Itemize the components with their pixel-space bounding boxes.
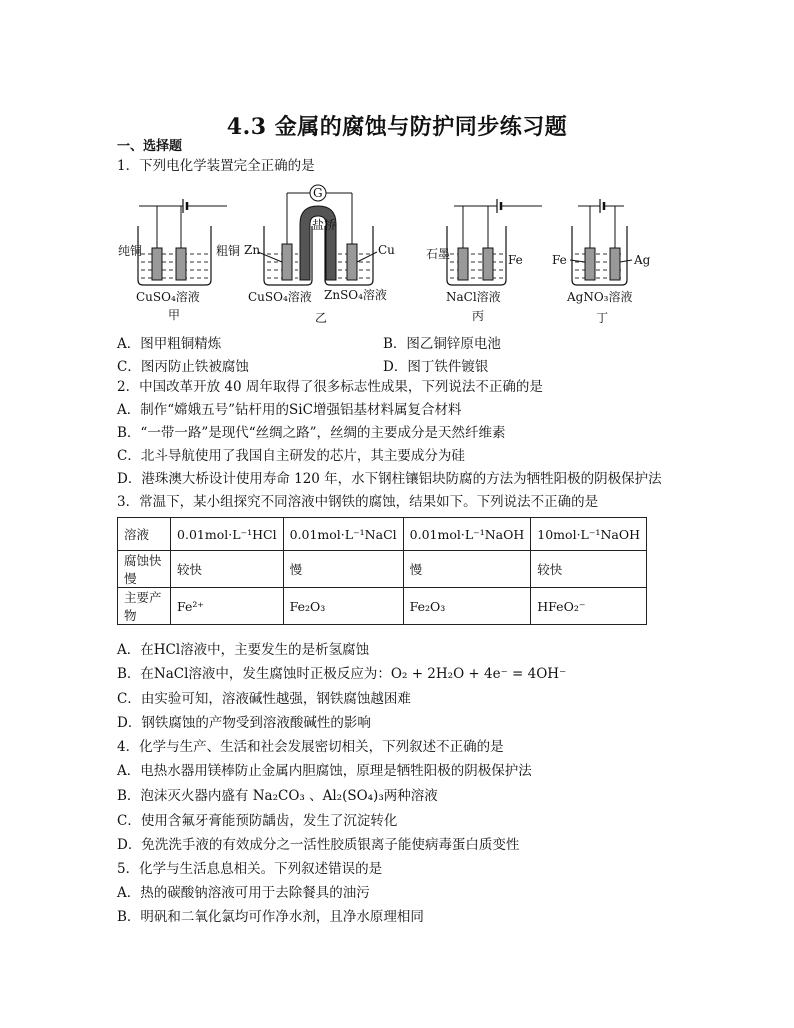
table-cell: 0.01mol·L⁻¹NaCl (283, 518, 403, 551)
jia-caption: 甲 (168, 308, 181, 322)
table-row (118, 588, 647, 625)
q2-option-d: D．港珠澳大桥设计使用寿命 120 年，水下钢柱镶铝块防腐的方法为牺牲阳极的阴极保护法 (117, 471, 662, 487)
table-cell: Fe₂O₃ (283, 588, 403, 625)
table-cell: 慢 (283, 551, 403, 588)
yi-caption: 乙 (315, 311, 328, 325)
corrosion-table (117, 517, 647, 625)
yi-solution-left: CuSO₄溶液 (248, 290, 312, 304)
table-cell: 溶液 (118, 518, 171, 551)
q3-option-d: D．钢铁腐蚀的产物受到溶液酸碱性的影响 (117, 715, 371, 731)
q2-option-a: A．制作“嫦娥五号”钻杆用的SiC增强铝基材料属复合材料 (117, 402, 462, 418)
salt-bridge-label: 盐桥 (312, 218, 337, 232)
page-title: 4.3 金属的腐蚀与防护同步练习题 (226, 114, 568, 140)
electrochemistry-figure (112, 182, 672, 328)
bing-caption: 丙 (472, 309, 485, 323)
yi-solution-right: ZnSO₄溶液 (324, 288, 387, 302)
jia-solution: CuSO₄溶液 (136, 290, 200, 304)
q1-stem: 1．下列电化学装置完全正确的是 (117, 158, 315, 174)
yi-left-label: Zn (244, 243, 261, 257)
galvanometer-label: G (313, 186, 323, 200)
ding-caption: 丁 (596, 311, 609, 325)
q3-option-b: B．在NaCl溶液中，发生腐蚀时正极反应为：O₂ + 2H₂O + 4e⁻ = 4OH⁻ (117, 666, 567, 682)
q5-option-a: A．热的碳酸钠溶液可用于去除餐具的油污 (117, 885, 370, 901)
q4-option-c: C．使用含氟牙膏能预防龋齿，发生了沉淀转化 (117, 813, 398, 829)
setup-bing (426, 199, 542, 323)
q1-option-d: D．图丁铁件镀银 (383, 359, 489, 375)
table-cell: HFeO₂⁻ (531, 588, 647, 625)
bing-left-label: 石墨 (426, 247, 451, 261)
q5-option-b: B．明矾和二氧化氯均可作净水剂，且净水原理相同 (117, 909, 424, 925)
q3-option-a: A．在HCl溶液中，主要发生的是析氢腐蚀 (117, 642, 370, 658)
ding-left-label: Fe (552, 253, 567, 267)
table-cell: 慢 (403, 551, 531, 588)
table-cell: Fe²⁺ (171, 588, 284, 625)
table-cell: 0.01mol·L⁻¹NaOH (403, 518, 531, 551)
jia-left-label: 纯铜 (118, 244, 143, 258)
ding-right-label: Ag (634, 253, 651, 267)
q1-option-a: A．图甲粗铜精炼 (117, 336, 222, 352)
setup-jia (118, 199, 240, 322)
q4-stem: 4．化学与生产、生活和社会发展密切相关，下列叙述不正确的是 (117, 739, 504, 755)
q2-stem: 2．中国改革开放 40 周年取得了很多标志性成果，下列说法不正确的是 (117, 379, 543, 395)
section-heading: 一、选择题 (117, 139, 183, 154)
q2-option-b: B．“一带一路”是现代“丝绸之路”，丝绸的主要成分是天然纤维素 (117, 425, 506, 441)
q1-option-c: C．图丙防止铁被腐蚀 (117, 359, 249, 375)
q4-option-b: B．泡沫灭火器内盛有 Na₂CO₃ 、Al₂(SO₄)₃两种溶液 (117, 788, 438, 804)
q2-option-c: C．北斗导航使用了我国自主研发的芯片，其主要成分为硅 (117, 448, 465, 464)
jia-right-label: 粗铜 (216, 244, 241, 258)
q1-option-b: B．图乙铜锌原电池 (383, 336, 501, 352)
table-cell: 主要产物 (118, 588, 171, 625)
table-cell: Fe₂O₃ (403, 588, 531, 625)
table-cell: 较快 (531, 551, 647, 588)
bing-solution: NaCl溶液 (446, 290, 501, 304)
table-row (118, 518, 647, 551)
q4-option-a: A．电热水器用镁棒防止金属内胆腐蚀，原理是牺牲阳极的阴极保护法 (117, 763, 532, 779)
bing-right-label: Fe (508, 253, 523, 267)
table-cell: 较快 (171, 551, 284, 588)
q4-option-d: D．免洗洗手液的有效成分之一活性胶质银离子能使病毒蛋白质变性 (117, 837, 520, 853)
table-row (118, 551, 647, 588)
setup-ding (552, 199, 651, 325)
q5-stem: 5．化学与生活息息相关。下列叙述错误的是 (117, 861, 383, 877)
q3-option-c: C．由实验可知，溶液碱性越强，钢铁腐蚀越困难 (117, 691, 411, 707)
table-cell: 腐蚀快慢 (118, 551, 171, 588)
ding-solution: AgNO₃溶液 (567, 290, 633, 304)
setup-yi (244, 185, 395, 325)
q3-stem: 3．常温下，某小组探究不同溶液中钢铁的腐蚀，结果如下。下列说法不正确的是 (117, 494, 599, 510)
table-cell: 10mol·L⁻¹NaOH (531, 518, 647, 551)
table-cell: 0.01mol·L⁻¹HCl (171, 518, 284, 551)
yi-right-label: Cu (378, 243, 395, 257)
